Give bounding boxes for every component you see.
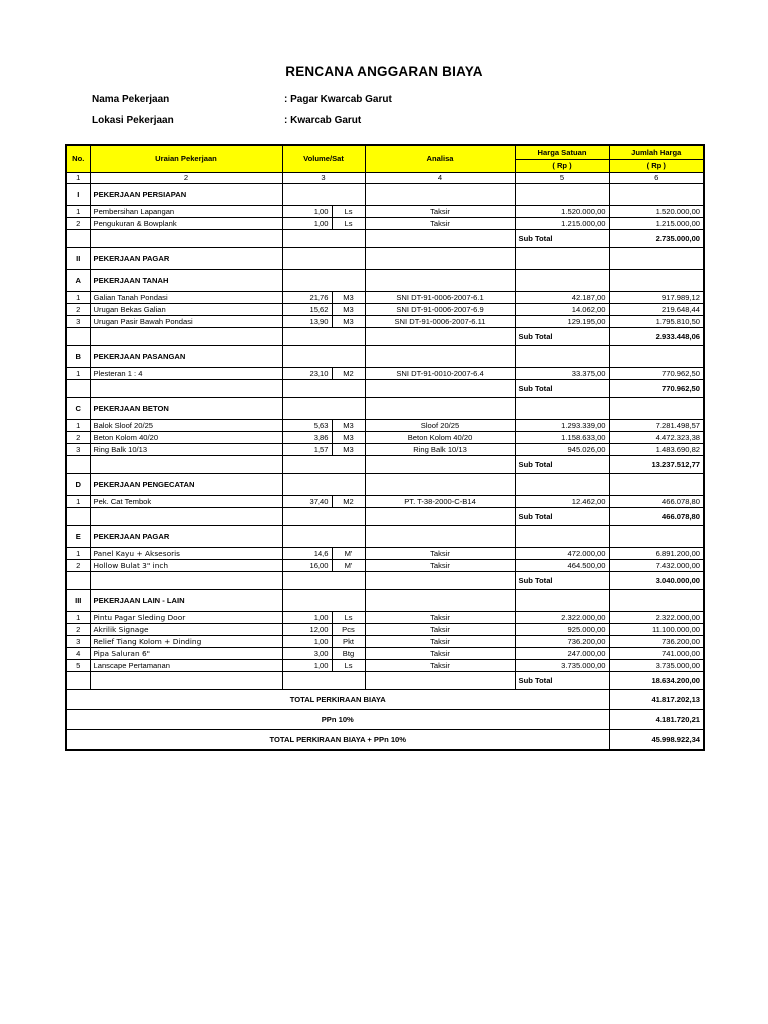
subtotal-row xyxy=(66,508,704,526)
item-uraian: Lanscape Pertamanan xyxy=(90,660,282,672)
section-row xyxy=(66,184,704,206)
table-row xyxy=(66,420,704,432)
total-row xyxy=(66,690,704,710)
item-jumlah-harga: 466.078,80 xyxy=(609,496,704,508)
item-volume: 15,62 xyxy=(282,304,332,316)
section-row xyxy=(66,590,704,612)
item-uraian: Balok Sloof 20/25 xyxy=(90,420,282,432)
subtotal-value: 466.078,80 xyxy=(609,508,704,526)
section-no: E xyxy=(66,526,90,548)
item-uraian: Urugan Bekas Galian xyxy=(90,304,282,316)
section-row xyxy=(66,526,704,548)
item-jumlah-harga: 3.735.000,00 xyxy=(609,660,704,672)
section-no: I xyxy=(66,184,90,206)
item-no: 1 xyxy=(66,368,90,380)
item-harga-satuan: 472.000,00 xyxy=(515,548,609,560)
item-no: 1 xyxy=(66,292,90,304)
item-analisa: Sloof 20/25 xyxy=(365,420,515,432)
subtotal-label: Sub Total xyxy=(515,328,609,346)
meta-lokasi-label: Lokasi Pekerjaan xyxy=(92,115,174,126)
item-no: 1 xyxy=(66,206,90,218)
item-jumlah-harga: 219.648,44 xyxy=(609,304,704,316)
item-satuan: M2 xyxy=(332,368,365,380)
item-jumlah-harga: 2.322.000,00 xyxy=(609,612,704,624)
item-uraian: Plesteran 1 : 4 xyxy=(90,368,282,380)
item-harga-satuan: 736.200,00 xyxy=(515,636,609,648)
item-satuan: M' xyxy=(332,560,365,572)
col-number: 4 xyxy=(365,173,515,184)
section-row xyxy=(66,474,704,496)
header-jumlah-harga: Jumlah Harga xyxy=(609,145,704,160)
subtotal-label: Sub Total xyxy=(515,456,609,474)
item-harga-satuan: 1.520.000,00 xyxy=(515,206,609,218)
item-harga-satuan: 1.215.000,00 xyxy=(515,218,609,230)
item-volume: 21,76 xyxy=(282,292,332,304)
header-uraian: Uraian Pekerjaan xyxy=(90,145,282,173)
grand-total-row xyxy=(66,730,704,751)
item-volume: 1,57 xyxy=(282,444,332,456)
col-number: 5 xyxy=(515,173,609,184)
item-volume: 23,10 xyxy=(282,368,332,380)
header-volume: Volume/Sat xyxy=(282,145,365,173)
item-satuan: M3 xyxy=(332,432,365,444)
total-label: TOTAL PERKIRAAN BIAYA xyxy=(66,690,609,710)
subtotal-label: Sub Total xyxy=(515,572,609,590)
table-row xyxy=(66,624,704,636)
item-volume: 1,00 xyxy=(282,660,332,672)
header-rp-harga: ( Rp ) xyxy=(515,160,609,173)
subtotal-row xyxy=(66,328,704,346)
table-row xyxy=(66,648,704,660)
table-row xyxy=(66,612,704,624)
item-analisa: Taksir xyxy=(365,206,515,218)
item-uraian: Pengukuran & Bowplank xyxy=(90,218,282,230)
item-volume: 1,00 xyxy=(282,206,332,218)
section-title: PEKERJAAN LAIN - LAIN xyxy=(90,590,282,612)
table-row xyxy=(66,432,704,444)
header-no: No. xyxy=(66,145,90,173)
item-jumlah-harga: 6.891.200,00 xyxy=(609,548,704,560)
item-no: 2 xyxy=(66,218,90,230)
header-rp-jumlah: ( Rp ) xyxy=(609,160,704,173)
table-row xyxy=(66,496,704,508)
item-satuan: Ls xyxy=(332,218,365,230)
item-satuan: Btg xyxy=(332,648,365,660)
item-analisa: SNI DT-91-0010-2007-6.4 xyxy=(365,368,515,380)
item-harga-satuan: 464.500,00 xyxy=(515,560,609,572)
item-analisa: Taksir xyxy=(365,218,515,230)
item-analisa: Taksir xyxy=(365,548,515,560)
ppn-row xyxy=(66,710,704,730)
section-title: PEKERJAAN PENGECATAN xyxy=(90,474,282,496)
grand-total-value: 45.998.922,34 xyxy=(609,730,704,751)
item-no: 2 xyxy=(66,624,90,636)
item-no: 3 xyxy=(66,636,90,648)
table-row xyxy=(66,368,704,380)
item-no: 1 xyxy=(66,612,90,624)
item-volume: 1,00 xyxy=(282,636,332,648)
item-satuan: M3 xyxy=(332,316,365,328)
item-jumlah-harga: 7.281.498,57 xyxy=(609,420,704,432)
table-row xyxy=(66,304,704,316)
item-satuan: Ls xyxy=(332,612,365,624)
subtotal-value: 18.634.200,00 xyxy=(609,672,704,690)
col-number: 1 xyxy=(66,173,90,184)
col-number: 3 xyxy=(282,173,365,184)
item-satuan: Pkt xyxy=(332,636,365,648)
item-jumlah-harga: 1.520.000,00 xyxy=(609,206,704,218)
item-satuan: M2 xyxy=(332,496,365,508)
item-jumlah-harga: 11.100.000,00 xyxy=(609,624,704,636)
item-no: 5 xyxy=(66,660,90,672)
item-analisa: Taksir xyxy=(365,660,515,672)
item-satuan: M' xyxy=(332,548,365,560)
item-jumlah-harga: 1.795.810,50 xyxy=(609,316,704,328)
item-uraian: Urugan Pasir Bawah Pondasi xyxy=(90,316,282,328)
section-row xyxy=(66,248,704,270)
table-row xyxy=(66,444,704,456)
section-no: A xyxy=(66,270,90,292)
item-uraian: Pipa Saluran 6" xyxy=(90,648,282,660)
item-jumlah-harga: 7.432.000,00 xyxy=(609,560,704,572)
item-uraian: Pek. Cat Tembok xyxy=(90,496,282,508)
item-uraian: Galian Tanah Pondasi xyxy=(90,292,282,304)
item-analisa: Taksir xyxy=(365,636,515,648)
item-satuan: Ls xyxy=(332,660,365,672)
item-analisa: Taksir xyxy=(365,624,515,636)
item-volume: 16,00 xyxy=(282,560,332,572)
item-satuan: M3 xyxy=(332,444,365,456)
subtotal-label: Sub Total xyxy=(515,380,609,398)
item-harga-satuan: 3.735.000,00 xyxy=(515,660,609,672)
item-harga-satuan: 247.000,00 xyxy=(515,648,609,660)
subtotal-value: 13.237.512,77 xyxy=(609,456,704,474)
section-title: PEKERJAAN BETON xyxy=(90,398,282,420)
section-no: C xyxy=(66,398,90,420)
item-no: 3 xyxy=(66,316,90,328)
section-no: II xyxy=(66,248,90,270)
item-volume: 14,6 xyxy=(282,548,332,560)
subtotal-value: 2.735.000,00 xyxy=(609,230,704,248)
subtotal-row xyxy=(66,456,704,474)
item-uraian: Panel Kayu + Aksesoris xyxy=(90,548,282,560)
item-no: 2 xyxy=(66,432,90,444)
item-uraian: Beton Kolom 40/20 xyxy=(90,432,282,444)
item-no: 1 xyxy=(66,496,90,508)
meta-lokasi-pekerjaan xyxy=(92,115,362,126)
item-volume: 3,00 xyxy=(282,648,332,660)
subtotal-label: Sub Total xyxy=(515,672,609,690)
item-no: 4 xyxy=(66,648,90,660)
subtotal-value: 3.040.000,00 xyxy=(609,572,704,590)
item-harga-satuan: 925.000,00 xyxy=(515,624,609,636)
item-no: 1 xyxy=(66,548,90,560)
item-harga-satuan: 129.195,00 xyxy=(515,316,609,328)
item-no: 2 xyxy=(66,304,90,316)
item-harga-satuan: 1.293.339,00 xyxy=(515,420,609,432)
item-analisa: Beton Kolom 40/20 xyxy=(365,432,515,444)
item-jumlah-harga: 741.000,00 xyxy=(609,648,704,660)
section-title: PEKERJAAN PERSIAPAN xyxy=(90,184,282,206)
budget-table xyxy=(65,144,705,751)
item-analisa: Ring Balk 10/13 xyxy=(365,444,515,456)
item-harga-satuan: 14.062,00 xyxy=(515,304,609,316)
subtotal-row xyxy=(66,380,704,398)
item-no: 1 xyxy=(66,420,90,432)
table-column-numbers xyxy=(66,173,704,184)
subtotal-value: 770.962,50 xyxy=(609,380,704,398)
ppn-value: 4.181.720,21 xyxy=(609,710,704,730)
item-volume: 1,00 xyxy=(282,612,332,624)
section-title: PEKERJAAN TANAH xyxy=(90,270,282,292)
table-row xyxy=(66,206,704,218)
section-row xyxy=(66,270,704,292)
section-title: PEKERJAAN PAGAR xyxy=(90,526,282,548)
table-row xyxy=(66,548,704,560)
item-satuan: Pcs xyxy=(332,624,365,636)
table-row xyxy=(66,636,704,648)
item-jumlah-harga: 770.962,50 xyxy=(609,368,704,380)
item-uraian: Ring Balk 10/13 xyxy=(90,444,282,456)
item-analisa: Taksir xyxy=(365,648,515,660)
section-title: PEKERJAAN PASANGAN xyxy=(90,346,282,368)
item-uraian: Hollow Bulat 3" inch xyxy=(90,560,282,572)
item-uraian: Pintu Pagar Sleding Door xyxy=(90,612,282,624)
col-number: 2 xyxy=(90,173,282,184)
header-harga-satuan: Harga Satuan xyxy=(515,145,609,160)
item-harga-satuan: 945.026,00 xyxy=(515,444,609,456)
table-row xyxy=(66,660,704,672)
subtotal-label: Sub Total xyxy=(515,508,609,526)
subtotal-label: Sub Total xyxy=(515,230,609,248)
item-satuan: Ls xyxy=(332,206,365,218)
item-jumlah-harga: 1.215.000,00 xyxy=(609,218,704,230)
col-number: 6 xyxy=(609,173,704,184)
subtotal-row xyxy=(66,572,704,590)
item-no: 2 xyxy=(66,560,90,572)
item-uraian: Relief Tiang Kolom + Dinding xyxy=(90,636,282,648)
item-analisa: SNI DT-91-0006-2007-6.9 xyxy=(365,304,515,316)
item-analisa: Taksir xyxy=(365,612,515,624)
grand-total-label: TOTAL PERKIRAAN BIAYA + PPn 10% xyxy=(66,730,609,751)
table-row xyxy=(66,218,704,230)
item-volume: 3,86 xyxy=(282,432,332,444)
section-no: III xyxy=(66,590,90,612)
section-title: PEKERJAAN PAGAR xyxy=(90,248,282,270)
item-jumlah-harga: 917.989,12 xyxy=(609,292,704,304)
item-volume: 37,40 xyxy=(282,496,332,508)
total-value: 41.817.202,13 xyxy=(609,690,704,710)
table-row xyxy=(66,560,704,572)
table-row xyxy=(66,316,704,328)
item-harga-satuan: 1.158.633,00 xyxy=(515,432,609,444)
item-analisa: PT. T-38-2000-C-B14 xyxy=(365,496,515,508)
subtotal-row xyxy=(66,230,704,248)
header-analisa: Analisa xyxy=(365,145,515,173)
meta-nama-pekerjaan xyxy=(92,94,392,105)
meta-lokasi-value: : Kwarcab Garut xyxy=(284,115,362,126)
section-no: B xyxy=(66,346,90,368)
document-title: RENCANA ANGGARAN BIAYA xyxy=(285,64,483,79)
section-no: D xyxy=(66,474,90,496)
item-analisa: Taksir xyxy=(365,560,515,572)
section-row xyxy=(66,398,704,420)
table-row xyxy=(66,292,704,304)
item-satuan: M3 xyxy=(332,292,365,304)
item-volume: 1,00 xyxy=(282,218,332,230)
item-harga-satuan: 12.462,00 xyxy=(515,496,609,508)
item-jumlah-harga: 1.483.690,82 xyxy=(609,444,704,456)
item-volume: 5,63 xyxy=(282,420,332,432)
item-uraian: Akrilik Signage xyxy=(90,624,282,636)
meta-nama-value: : Pagar Kwarcab Garut xyxy=(284,94,392,105)
item-harga-satuan: 42.187,00 xyxy=(515,292,609,304)
item-volume: 13,90 xyxy=(282,316,332,328)
item-uraian: Pembersihan Lapangan xyxy=(90,206,282,218)
subtotal-value: 2.933.448,06 xyxy=(609,328,704,346)
item-analisa: SNI DT-91-0006-2007-6.1 xyxy=(365,292,515,304)
item-no: 3 xyxy=(66,444,90,456)
item-harga-satuan: 2.322.000,00 xyxy=(515,612,609,624)
table-header-row xyxy=(66,145,704,160)
item-jumlah-harga: 4.472.323,38 xyxy=(609,432,704,444)
item-volume: 12,00 xyxy=(282,624,332,636)
section-row xyxy=(66,346,704,368)
item-jumlah-harga: 736.200,00 xyxy=(609,636,704,648)
subtotal-row xyxy=(66,672,704,690)
ppn-label: PPn 10% xyxy=(66,710,609,730)
meta-nama-label: Nama Pekerjaan xyxy=(92,94,170,105)
item-harga-satuan: 33.375,00 xyxy=(515,368,609,380)
item-analisa: SNI DT-91-0006-2007-6.11 xyxy=(365,316,515,328)
item-satuan: M3 xyxy=(332,420,365,432)
item-satuan: M3 xyxy=(332,304,365,316)
